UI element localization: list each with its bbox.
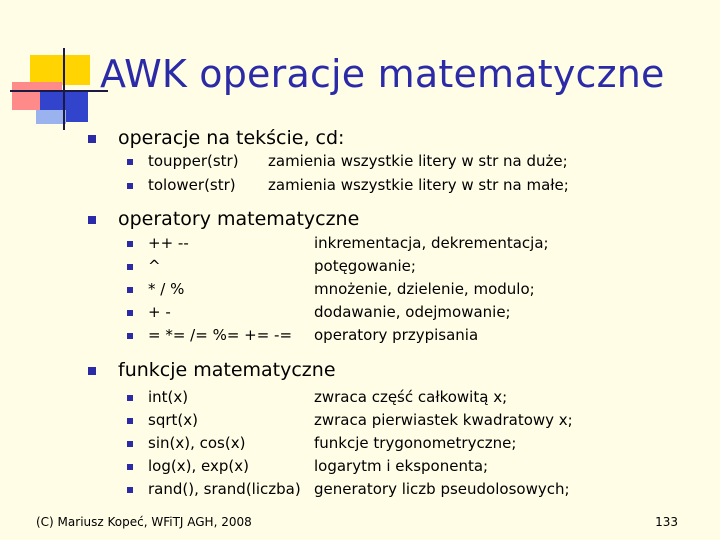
bullet-icon bbox=[127, 464, 133, 470]
list-item-term: * / % bbox=[148, 280, 185, 298]
list-item-term: log(x), exp(x) bbox=[148, 457, 249, 475]
bullet-icon bbox=[127, 418, 133, 424]
slide-footer: (C) Mariusz Kopeć, WFiTJ AGH, 2008 bbox=[36, 515, 252, 529]
bullet-icon bbox=[88, 216, 96, 224]
bullet-icon bbox=[127, 310, 133, 316]
list-item-term: + - bbox=[148, 303, 171, 321]
list-item-term: ^ bbox=[148, 257, 161, 275]
list-item-desc: zamienia wszystkie litery w str na duże; bbox=[268, 152, 568, 170]
list-item-desc: dodawanie, odejmowanie; bbox=[314, 303, 511, 321]
bullet-icon bbox=[127, 441, 133, 447]
list-item-term: int(x) bbox=[148, 388, 189, 406]
logo-vertical-line bbox=[63, 48, 65, 130]
logo-horizontal-line bbox=[10, 90, 108, 92]
slide-logo bbox=[0, 0, 110, 135]
list-item-term: ++ -- bbox=[148, 234, 189, 252]
list-item-desc: funkcje trygonometryczne; bbox=[314, 434, 517, 452]
list-item-term: sin(x), cos(x) bbox=[148, 434, 246, 452]
section-heading: funkcje matematyczne bbox=[118, 359, 336, 381]
list-item-desc: mnożenie, dzielenie, modulo; bbox=[314, 280, 535, 298]
list-item-term: tolower(str) bbox=[148, 176, 236, 194]
list-item-desc: generatory liczb pseudolosowych; bbox=[314, 480, 570, 498]
logo-yellow-square bbox=[30, 55, 90, 85]
bullet-icon bbox=[127, 395, 133, 401]
bullet-icon bbox=[127, 333, 133, 339]
list-item-desc: zamienia wszystkie litery w str na małe; bbox=[268, 176, 569, 194]
list-item-term: sqrt(x) bbox=[148, 411, 198, 429]
list-item-desc: operatory przypisania bbox=[314, 326, 479, 344]
list-item-term: toupper(str) bbox=[148, 152, 239, 170]
logo-lightblue-square bbox=[36, 110, 66, 124]
bullet-icon bbox=[88, 367, 96, 375]
list-item-desc: zwraca część całkowitą x; bbox=[314, 388, 508, 406]
section-heading: operatory matematyczne bbox=[118, 208, 360, 230]
list-item-desc: potęgowanie; bbox=[314, 257, 416, 275]
bullet-icon bbox=[127, 264, 133, 270]
bullet-icon bbox=[88, 135, 96, 143]
bullet-icon bbox=[127, 287, 133, 293]
bullet-icon bbox=[127, 159, 133, 165]
list-item-term: = *= /= %= += -= bbox=[148, 326, 293, 344]
slide-title: AWK operacje matematyczne bbox=[100, 52, 665, 96]
section-heading: operacje na tekście, cd: bbox=[118, 127, 345, 149]
list-item-desc: logarytm i eksponenta; bbox=[314, 457, 489, 475]
page-number: 133 bbox=[655, 515, 678, 529]
list-item-desc: inkrementacja, dekrementacja; bbox=[314, 234, 549, 252]
bullet-icon bbox=[127, 183, 133, 189]
bullet-icon bbox=[127, 487, 133, 493]
bullet-icon bbox=[127, 241, 133, 247]
list-item-term: rand(), srand(liczba) bbox=[148, 480, 301, 498]
list-item-desc: zwraca pierwiastek kwadratowy x; bbox=[314, 411, 573, 429]
